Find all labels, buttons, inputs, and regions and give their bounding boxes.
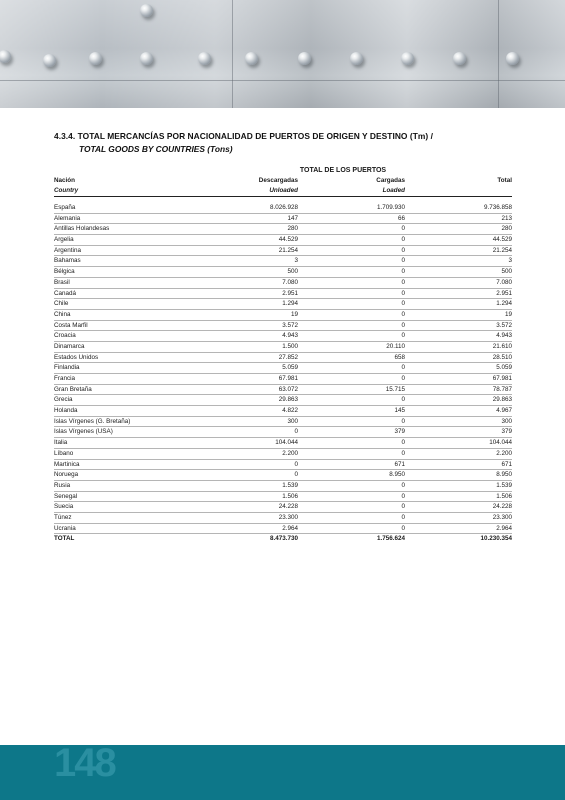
rivet-icon xyxy=(298,52,311,65)
cell-unloaded: 44.529 xyxy=(278,236,298,244)
cell-total: 9.736.858 xyxy=(483,204,512,211)
cell-loaded: 0 xyxy=(401,225,405,233)
cell-country: Islas Vírgenes (G. Bretaña) xyxy=(54,417,131,425)
table-row xyxy=(54,374,512,385)
cell-country: Noruega xyxy=(54,471,79,479)
rivet-icon xyxy=(89,52,102,65)
cell-loaded: 0 xyxy=(401,492,405,500)
total-cell-unloaded: 8.473.730 xyxy=(269,535,298,543)
cell-unloaded: 7.080 xyxy=(282,278,298,286)
table-row xyxy=(54,427,512,438)
cell-loaded: 658 xyxy=(394,353,405,361)
metal-seam xyxy=(498,0,499,108)
cell-country: Dinamarca xyxy=(54,342,85,350)
cell-loaded: 0 xyxy=(401,439,405,447)
cell-country: Alemania xyxy=(54,214,81,222)
table-row xyxy=(54,289,512,300)
section-title xyxy=(54,131,524,154)
cell-country: Islas Vírgenes (USA) xyxy=(54,428,113,436)
cell-unloaded: 1.500 xyxy=(282,342,298,350)
table-row xyxy=(54,524,512,535)
rivet-icon xyxy=(43,54,56,67)
table-row xyxy=(54,449,512,460)
table-row xyxy=(54,310,512,321)
cell-total: 4.967 xyxy=(496,407,512,415)
rivet-icon xyxy=(0,50,11,63)
cell-total: 23.300 xyxy=(492,513,512,521)
cell-total: 3.572 xyxy=(496,321,512,329)
cell-unloaded: 500 xyxy=(287,268,298,276)
cell-loaded: 0 xyxy=(401,246,405,254)
table-row xyxy=(54,481,512,492)
table-row xyxy=(54,331,512,342)
cell-total: 28.510 xyxy=(492,353,512,361)
cell-loaded: 8.950 xyxy=(389,471,405,479)
rivet-icon xyxy=(453,52,466,65)
cell-unloaded: 300 xyxy=(287,417,298,425)
cell-country: Martinica xyxy=(54,460,80,468)
cell-country: Argelia xyxy=(54,236,74,244)
cell-total: 3 xyxy=(508,257,512,265)
table-total-row xyxy=(54,534,512,544)
rivet-icon xyxy=(140,4,153,17)
table-row xyxy=(54,214,512,225)
column-header-country: Nación xyxy=(54,177,75,184)
table-row xyxy=(54,342,512,353)
cell-loaded: 379 xyxy=(394,428,405,436)
table-row xyxy=(54,267,512,278)
cell-country: Francia xyxy=(54,375,75,382)
cell-loaded: 0 xyxy=(401,236,405,244)
column-header-unloaded: Descargadas xyxy=(258,177,298,184)
cell-loaded: 0 xyxy=(401,513,405,521)
cell-unloaded: 2.964 xyxy=(282,524,298,532)
cell-unloaded: 1.294 xyxy=(282,300,298,308)
cell-total: 671 xyxy=(501,460,512,468)
cell-unloaded: 23.300 xyxy=(278,513,298,521)
table-row xyxy=(54,278,512,289)
cell-total: 21.610 xyxy=(492,342,512,350)
column-header-unloaded-en: Unloaded xyxy=(269,187,298,194)
cell-country: Croacia xyxy=(54,332,76,340)
cell-loaded: 0 xyxy=(401,310,405,318)
cell-unloaded: 2.951 xyxy=(282,289,298,297)
cell-country: Rusia xyxy=(54,481,71,489)
column-header-country-en: Country xyxy=(54,187,79,194)
cell-total: 5.059 xyxy=(496,364,512,372)
title-spanish: 4.3.4. TOTAL MERCANCÍAS POR NACIONALIDAD DE PUERTOS DE ORIGEN Y DESTINO (Tm) / xyxy=(54,131,433,141)
table-row xyxy=(54,513,512,524)
cell-loaded: 0 xyxy=(401,268,405,276)
cell-country: Grecia xyxy=(54,396,73,404)
table-row xyxy=(54,224,512,235)
cell-unloaded: 29.863 xyxy=(278,396,298,404)
cell-total: 2.951 xyxy=(496,289,512,297)
cell-unloaded: 24.228 xyxy=(278,503,298,511)
cell-unloaded: 0 xyxy=(294,460,298,468)
cell-loaded: 20.110 xyxy=(386,342,405,350)
cell-unloaded: 27.852 xyxy=(278,353,298,361)
table-row xyxy=(54,385,512,396)
cell-country: Líbano xyxy=(54,449,74,457)
cell-unloaded: 19 xyxy=(290,310,298,318)
column-header-loaded-en: Loaded xyxy=(382,187,405,194)
table-row xyxy=(54,502,512,513)
cell-country: Estados Unidos xyxy=(54,353,99,361)
table-row xyxy=(54,203,512,214)
cell-unloaded: 2.200 xyxy=(282,449,298,457)
total-cell-country: TOTAL xyxy=(54,535,75,543)
table-row xyxy=(54,256,512,267)
rivet-icon xyxy=(350,52,363,65)
table-row xyxy=(54,438,512,449)
cell-loaded: 0 xyxy=(401,332,405,340)
table-row xyxy=(54,470,512,481)
total-cell-total: 10.230.354 xyxy=(480,535,512,543)
cell-loaded: 671 xyxy=(394,460,405,468)
cell-country: Brasil xyxy=(54,278,70,286)
rivet-icon xyxy=(506,52,519,65)
page-number: 148 xyxy=(54,741,115,785)
cell-loaded: 0 xyxy=(401,503,405,511)
cell-loaded: 1.709.930 xyxy=(376,204,405,211)
table-body xyxy=(54,203,512,544)
cell-total: 280 xyxy=(501,225,512,233)
goods-by-country-table xyxy=(54,166,512,544)
cell-loaded: 0 xyxy=(401,375,405,382)
column-header-total-en xyxy=(405,186,512,196)
cell-loaded: 15.715 xyxy=(385,385,405,393)
cell-country: Finlandia xyxy=(54,364,80,372)
cell-unloaded: 5.059 xyxy=(282,364,298,372)
cell-unloaded: 1.539 xyxy=(282,481,298,489)
cell-country: España xyxy=(54,204,76,211)
table-row xyxy=(54,321,512,332)
title-english: TOTAL GOODS BY COUNTRIES (Tons) xyxy=(79,144,233,154)
table-row xyxy=(54,235,512,246)
cell-total: 78.787 xyxy=(492,385,512,393)
table-row xyxy=(54,492,512,503)
cell-country: Túnez xyxy=(54,513,72,521)
cell-total: 19 xyxy=(504,310,512,318)
cell-total: 29.863 xyxy=(492,396,512,404)
cell-country: Ucrania xyxy=(54,524,76,532)
cell-loaded: 0 xyxy=(401,257,405,265)
table-row xyxy=(54,417,512,428)
cell-country: Antillas Holandesas xyxy=(54,225,110,233)
cell-loaded: 0 xyxy=(401,364,405,372)
cell-total: 44.529 xyxy=(492,236,512,244)
cell-unloaded: 4.822 xyxy=(282,407,298,415)
cell-total: 300 xyxy=(501,417,512,425)
cell-total: 213 xyxy=(501,214,512,222)
cell-country: Holanda xyxy=(54,407,78,415)
cell-country: China xyxy=(54,310,71,318)
cell-total: 2.200 xyxy=(496,449,512,457)
cell-unloaded: 280 xyxy=(287,225,298,233)
cell-loaded: 0 xyxy=(401,396,405,404)
table-row xyxy=(54,406,512,417)
cell-total: 104.044 xyxy=(489,439,512,447)
table-row xyxy=(54,395,512,406)
cell-unloaded: 0 xyxy=(294,428,298,436)
cell-unloaded: 4.943 xyxy=(282,332,298,340)
cell-total: 67.981 xyxy=(492,375,512,382)
cell-total: 2.964 xyxy=(496,524,512,532)
cell-loaded: 0 xyxy=(401,481,405,489)
cell-country: Costa Marfil xyxy=(54,321,88,329)
metal-seam xyxy=(232,0,233,108)
total-cell-loaded: 1.756.624 xyxy=(376,535,405,543)
cell-loaded: 0 xyxy=(401,300,405,308)
cell-country: Suecia xyxy=(54,503,74,511)
cell-unloaded: 1.506 xyxy=(282,492,298,500)
cell-total: 500 xyxy=(501,268,512,276)
cell-total: 24.228 xyxy=(492,503,512,511)
cell-unloaded: 3 xyxy=(294,257,298,265)
cell-unloaded: 0 xyxy=(294,471,298,479)
cell-loaded: 145 xyxy=(394,407,405,415)
table-header-row xyxy=(54,176,512,186)
cell-loaded: 0 xyxy=(401,524,405,532)
cell-unloaded: 147 xyxy=(287,214,298,222)
cell-country: Argentina xyxy=(54,246,81,254)
cell-unloaded: 3.572 xyxy=(282,321,298,329)
table-group-header: TOTAL DE LOS PUERTOS xyxy=(299,167,387,174)
cell-country: Gran Bretaña xyxy=(54,385,92,393)
cell-loaded: 0 xyxy=(401,321,405,329)
cell-total: 7.080 xyxy=(496,278,512,286)
column-header-total: Total xyxy=(497,177,512,184)
cell-total: 8.950 xyxy=(496,471,512,479)
cell-loaded: 0 xyxy=(401,289,405,297)
cell-loaded: 66 xyxy=(397,214,405,222)
rivet-icon xyxy=(245,52,258,65)
cell-total: 1.539 xyxy=(496,481,512,489)
header-metal-banner xyxy=(0,0,565,108)
cell-country: Chile xyxy=(54,300,69,308)
table-row xyxy=(54,460,512,471)
cell-unloaded: 104.044 xyxy=(275,439,298,447)
rivet-icon xyxy=(140,52,153,65)
cell-country: Senegal xyxy=(54,492,78,500)
cell-country: Italia xyxy=(54,439,68,447)
table-row xyxy=(54,353,512,364)
column-header-loaded: Cargadas xyxy=(376,177,405,184)
cell-total: 1.506 xyxy=(496,492,512,500)
metal-seam xyxy=(0,80,565,81)
cell-total: 379 xyxy=(501,428,512,436)
table-row xyxy=(54,363,512,374)
cell-total: 21.254 xyxy=(492,246,512,254)
cell-loaded: 0 xyxy=(401,417,405,425)
cell-country: Bélgica xyxy=(54,268,75,276)
cell-loaded: 0 xyxy=(401,449,405,457)
table-header-row-english xyxy=(54,186,512,197)
cell-unloaded: 8.026.928 xyxy=(269,204,298,211)
cell-total: 1.294 xyxy=(496,300,512,308)
cell-unloaded: 21.254 xyxy=(278,246,298,254)
cell-country: Bahamas xyxy=(54,257,81,265)
cell-country: Canadá xyxy=(54,289,77,297)
rivet-icon xyxy=(401,52,414,65)
cell-unloaded: 67.981 xyxy=(278,375,298,382)
rivet-icon xyxy=(198,52,211,65)
table-row xyxy=(54,299,512,310)
table-row xyxy=(54,246,512,257)
cell-loaded: 0 xyxy=(401,278,405,286)
cell-total: 4.943 xyxy=(496,332,512,340)
cell-unloaded: 63.072 xyxy=(278,385,298,393)
